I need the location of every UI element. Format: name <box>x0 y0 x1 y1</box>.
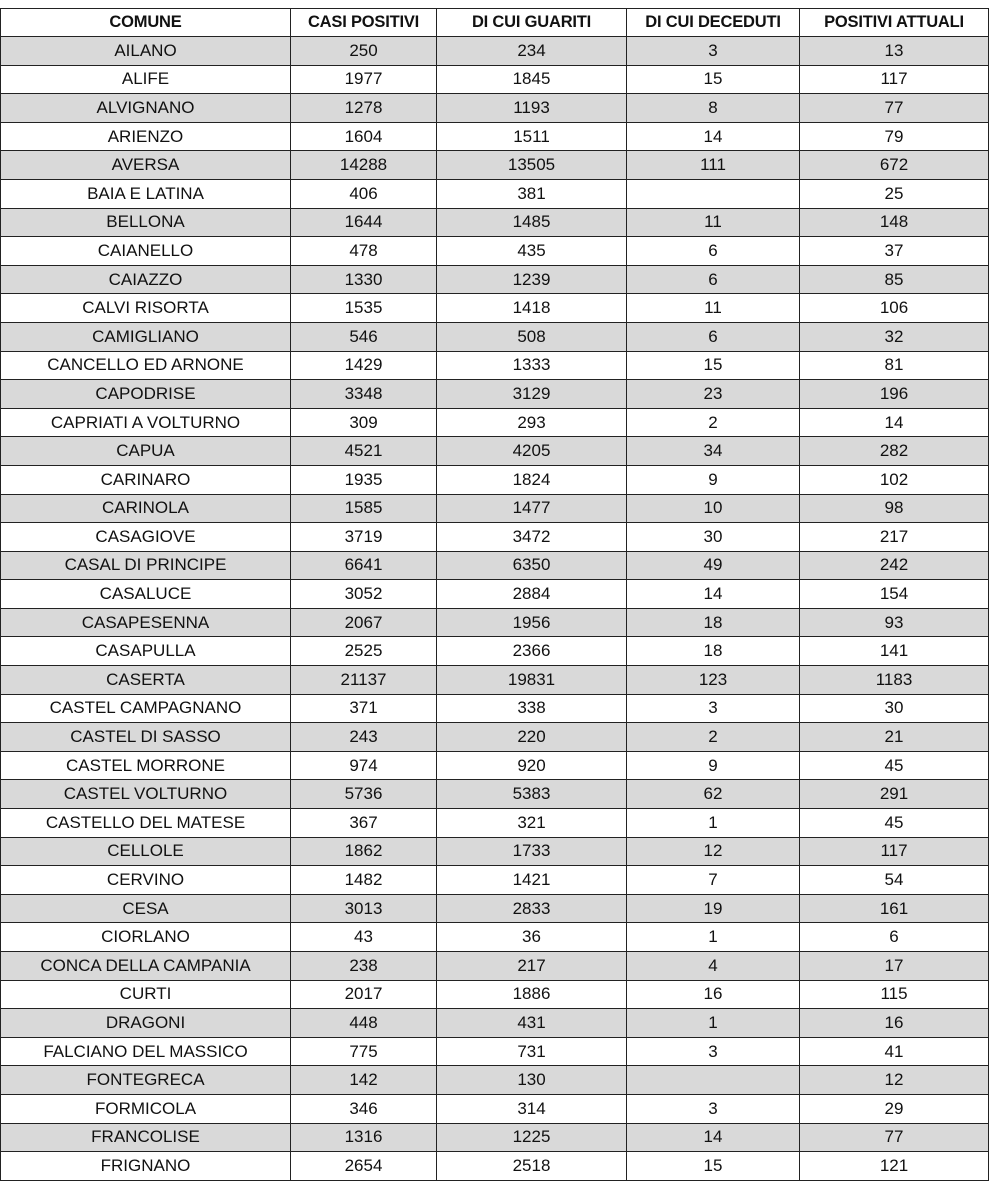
table-row <box>1 523 989 552</box>
cell-positivi-attuali: 672 <box>800 151 989 180</box>
cell-casi-positivi: 1977 <box>291 65 437 94</box>
cell-deceduti: 6 <box>627 322 800 351</box>
cell-guariti: 1193 <box>437 94 627 123</box>
cell-comune: CELLOLE <box>1 837 291 866</box>
cell-positivi-attuali: 45 <box>800 751 989 780</box>
cell-casi-positivi: 3013 <box>291 894 437 923</box>
cell-guariti: 1886 <box>437 980 627 1009</box>
cell-deceduti: 8 <box>627 94 800 123</box>
cell-comune: CASERTA <box>1 666 291 695</box>
cell-casi-positivi: 3052 <box>291 580 437 609</box>
cell-guariti: 2884 <box>437 580 627 609</box>
cell-guariti: 431 <box>437 1009 627 1038</box>
cell-guariti: 1956 <box>437 608 627 637</box>
covid-data-sheet <box>0 8 993 1181</box>
cell-deceduti: 3 <box>627 694 800 723</box>
cell-comune: FRIGNANO <box>1 1152 291 1181</box>
cell-casi-positivi: 1429 <box>291 351 437 380</box>
cell-casi-positivi: 346 <box>291 1094 437 1123</box>
cell-comune: CAPODRISE <box>1 380 291 409</box>
cell-comune: CASAPULLA <box>1 637 291 666</box>
cell-comune: CIORLANO <box>1 923 291 952</box>
cell-positivi-attuali: 21 <box>800 723 989 752</box>
cell-positivi-attuali: 242 <box>800 551 989 580</box>
cell-casi-positivi: 775 <box>291 1037 437 1066</box>
cell-deceduti <box>627 179 800 208</box>
cell-guariti: 1477 <box>437 494 627 523</box>
cell-guariti: 3472 <box>437 523 627 552</box>
cell-casi-positivi: 478 <box>291 237 437 266</box>
table-row <box>1 837 989 866</box>
cell-guariti: 293 <box>437 408 627 437</box>
cell-guariti: 1824 <box>437 465 627 494</box>
table-row <box>1 1009 989 1038</box>
cell-positivi-attuali: 291 <box>800 780 989 809</box>
cell-casi-positivi: 1862 <box>291 837 437 866</box>
cell-positivi-attuali: 148 <box>800 208 989 237</box>
cell-positivi-attuali: 30 <box>800 694 989 723</box>
cell-deceduti: 15 <box>627 351 800 380</box>
cell-positivi-attuali: 117 <box>800 65 989 94</box>
table-row <box>1 265 989 294</box>
cell-comune: FRANCOLISE <box>1 1123 291 1152</box>
cell-deceduti: 1 <box>627 923 800 952</box>
header-row <box>1 9 989 37</box>
cell-comune: CANCELLO ED ARNONE <box>1 351 291 380</box>
cell-comune: CAIAZZO <box>1 265 291 294</box>
cell-comune: CARINOLA <box>1 494 291 523</box>
cell-comune: CALVI RISORTA <box>1 294 291 323</box>
cell-guariti: 1485 <box>437 208 627 237</box>
cell-deceduti: 34 <box>627 437 800 466</box>
cell-guariti: 731 <box>437 1037 627 1066</box>
table-row <box>1 322 989 351</box>
cell-positivi-attuali: 196 <box>800 380 989 409</box>
cell-guariti: 321 <box>437 809 627 838</box>
cell-casi-positivi: 309 <box>291 408 437 437</box>
header-guariti: DI CUI GUARITI <box>437 9 627 37</box>
cell-positivi-attuali: 32 <box>800 322 989 351</box>
cell-guariti: 1511 <box>437 122 627 151</box>
cell-deceduti: 3 <box>627 1037 800 1066</box>
cell-deceduti: 9 <box>627 751 800 780</box>
table-row <box>1 980 989 1009</box>
cell-casi-positivi: 21137 <box>291 666 437 695</box>
cell-deceduti: 16 <box>627 980 800 1009</box>
cell-casi-positivi: 546 <box>291 322 437 351</box>
cell-positivi-attuali: 85 <box>800 265 989 294</box>
cell-positivi-attuali: 12 <box>800 1066 989 1095</box>
cell-casi-positivi: 3348 <box>291 380 437 409</box>
cell-deceduti: 123 <box>627 666 800 695</box>
cell-deceduti: 14 <box>627 1123 800 1152</box>
municipality-cases-table <box>0 8 989 1181</box>
cell-deceduti: 9 <box>627 465 800 494</box>
cell-deceduti: 6 <box>627 237 800 266</box>
cell-casi-positivi: 974 <box>291 751 437 780</box>
cell-comune: CASALUCE <box>1 580 291 609</box>
cell-comune: FONTEGRECA <box>1 1066 291 1095</box>
cell-deceduti: 6 <box>627 265 800 294</box>
cell-casi-positivi: 5736 <box>291 780 437 809</box>
cell-casi-positivi: 371 <box>291 694 437 723</box>
cell-comune: AVERSA <box>1 151 291 180</box>
cell-deceduti: 18 <box>627 608 800 637</box>
cell-casi-positivi: 1278 <box>291 94 437 123</box>
cell-casi-positivi: 448 <box>291 1009 437 1038</box>
cell-guariti: 338 <box>437 694 627 723</box>
table-row <box>1 94 989 123</box>
table-body <box>1 37 989 1181</box>
table-row <box>1 1123 989 1152</box>
cell-guariti: 1733 <box>437 837 627 866</box>
cell-casi-positivi: 1644 <box>291 208 437 237</box>
cell-positivi-attuali: 37 <box>800 237 989 266</box>
cell-deceduti: 14 <box>627 122 800 151</box>
table-row <box>1 208 989 237</box>
cell-casi-positivi: 2017 <box>291 980 437 1009</box>
table-row <box>1 894 989 923</box>
header-positivi-attuali: POSITIVI ATTUALI <box>800 9 989 37</box>
cell-comune: CASTEL VOLTURNO <box>1 780 291 809</box>
cell-positivi-attuali: 17 <box>800 952 989 981</box>
cell-deceduti: 12 <box>627 837 800 866</box>
cell-positivi-attuali: 217 <box>800 523 989 552</box>
cell-casi-positivi: 2525 <box>291 637 437 666</box>
cell-positivi-attuali: 54 <box>800 866 989 895</box>
cell-positivi-attuali: 102 <box>800 465 989 494</box>
cell-casi-positivi: 4521 <box>291 437 437 466</box>
cell-positivi-attuali: 121 <box>800 1152 989 1181</box>
cell-deceduti: 3 <box>627 37 800 66</box>
table-row <box>1 866 989 895</box>
cell-guariti: 1418 <box>437 294 627 323</box>
cell-deceduti: 4 <box>627 952 800 981</box>
cell-positivi-attuali: 1183 <box>800 666 989 695</box>
table-row <box>1 637 989 666</box>
table-row <box>1 1094 989 1123</box>
table-row <box>1 1037 989 1066</box>
cell-comune: ALIFE <box>1 65 291 94</box>
cell-casi-positivi: 3719 <box>291 523 437 552</box>
cell-positivi-attuali: 77 <box>800 1123 989 1152</box>
cell-comune: CASTEL DI SASSO <box>1 723 291 752</box>
cell-guariti: 1421 <box>437 866 627 895</box>
table-row <box>1 923 989 952</box>
table-row <box>1 179 989 208</box>
cell-casi-positivi: 1604 <box>291 122 437 151</box>
cell-deceduti: 18 <box>627 637 800 666</box>
cell-guariti: 217 <box>437 952 627 981</box>
cell-comune: ALVIGNANO <box>1 94 291 123</box>
cell-positivi-attuali: 16 <box>800 1009 989 1038</box>
cell-comune: CASTEL MORRONE <box>1 751 291 780</box>
cell-comune: CERVINO <box>1 866 291 895</box>
table-row <box>1 608 989 637</box>
cell-deceduti: 11 <box>627 294 800 323</box>
cell-comune: CURTI <box>1 980 291 1009</box>
cell-guariti: 6350 <box>437 551 627 580</box>
cell-guariti: 1845 <box>437 65 627 94</box>
cell-deceduti: 62 <box>627 780 800 809</box>
table-row <box>1 294 989 323</box>
cell-guariti: 130 <box>437 1066 627 1095</box>
cell-deceduti: 19 <box>627 894 800 923</box>
cell-casi-positivi: 14288 <box>291 151 437 180</box>
table-row <box>1 37 989 66</box>
cell-positivi-attuali: 141 <box>800 637 989 666</box>
table-row <box>1 1066 989 1095</box>
table-row <box>1 494 989 523</box>
table-row <box>1 1152 989 1181</box>
cell-comune: FALCIANO DEL MASSICO <box>1 1037 291 1066</box>
cell-guariti: 3129 <box>437 380 627 409</box>
cell-positivi-attuali: 29 <box>800 1094 989 1123</box>
table-row <box>1 580 989 609</box>
cell-deceduti: 3 <box>627 1094 800 1123</box>
cell-guariti: 5383 <box>437 780 627 809</box>
table-row <box>1 151 989 180</box>
cell-casi-positivi: 406 <box>291 179 437 208</box>
cell-comune: CAPRIATI A VOLTURNO <box>1 408 291 437</box>
cell-guariti: 508 <box>437 322 627 351</box>
table-row <box>1 380 989 409</box>
cell-deceduti: 11 <box>627 208 800 237</box>
cell-guariti: 920 <box>437 751 627 780</box>
cell-deceduti: 1 <box>627 1009 800 1038</box>
cell-casi-positivi: 2654 <box>291 1152 437 1181</box>
cell-comune: AILANO <box>1 37 291 66</box>
cell-deceduti: 49 <box>627 551 800 580</box>
cell-casi-positivi: 1482 <box>291 866 437 895</box>
cell-guariti: 2366 <box>437 637 627 666</box>
table-row <box>1 551 989 580</box>
cell-casi-positivi: 1316 <box>291 1123 437 1152</box>
cell-guariti: 1225 <box>437 1123 627 1152</box>
table-row <box>1 351 989 380</box>
table-row <box>1 723 989 752</box>
cell-guariti: 435 <box>437 237 627 266</box>
table-row <box>1 237 989 266</box>
cell-comune: CONCA DELLA CAMPANIA <box>1 952 291 981</box>
cell-positivi-attuali: 93 <box>800 608 989 637</box>
cell-comune: CASAGIOVE <box>1 523 291 552</box>
table-row <box>1 751 989 780</box>
table-row <box>1 952 989 981</box>
table-row <box>1 65 989 94</box>
table-row <box>1 780 989 809</box>
cell-deceduti: 7 <box>627 866 800 895</box>
cell-positivi-attuali: 13 <box>800 37 989 66</box>
cell-guariti: 13505 <box>437 151 627 180</box>
cell-comune: CAIANELLO <box>1 237 291 266</box>
cell-casi-positivi: 1535 <box>291 294 437 323</box>
cell-positivi-attuali: 14 <box>800 408 989 437</box>
cell-positivi-attuali: 6 <box>800 923 989 952</box>
table-row <box>1 666 989 695</box>
cell-guariti: 4205 <box>437 437 627 466</box>
cell-positivi-attuali: 117 <box>800 837 989 866</box>
cell-positivi-attuali: 282 <box>800 437 989 466</box>
cell-positivi-attuali: 106 <box>800 294 989 323</box>
table-row <box>1 465 989 494</box>
cell-casi-positivi: 142 <box>291 1066 437 1095</box>
cell-comune: CESA <box>1 894 291 923</box>
table-row <box>1 122 989 151</box>
cell-comune: DRAGONI <box>1 1009 291 1038</box>
cell-casi-positivi: 238 <box>291 952 437 981</box>
cell-casi-positivi: 1585 <box>291 494 437 523</box>
cell-positivi-attuali: 41 <box>800 1037 989 1066</box>
cell-casi-positivi: 367 <box>291 809 437 838</box>
cell-guariti: 314 <box>437 1094 627 1123</box>
cell-casi-positivi: 1330 <box>291 265 437 294</box>
header-deceduti: DI CUI DECEDUTI <box>627 9 800 37</box>
cell-guariti: 19831 <box>437 666 627 695</box>
cell-deceduti: 15 <box>627 65 800 94</box>
cell-comune: FORMICOLA <box>1 1094 291 1123</box>
header-casi-positivi: CASI POSITIVI <box>291 9 437 37</box>
cell-deceduti: 2 <box>627 408 800 437</box>
cell-positivi-attuali: 79 <box>800 122 989 151</box>
cell-comune: CAMIGLIANO <box>1 322 291 351</box>
cell-deceduti: 2 <box>627 723 800 752</box>
cell-guariti: 2518 <box>437 1152 627 1181</box>
cell-deceduti: 30 <box>627 523 800 552</box>
cell-casi-positivi: 243 <box>291 723 437 752</box>
cell-guariti: 234 <box>437 37 627 66</box>
cell-guariti: 36 <box>437 923 627 952</box>
cell-deceduti: 1 <box>627 809 800 838</box>
cell-deceduti: 14 <box>627 580 800 609</box>
cell-casi-positivi: 43 <box>291 923 437 952</box>
cell-positivi-attuali: 98 <box>800 494 989 523</box>
cell-guariti: 1333 <box>437 351 627 380</box>
table-row <box>1 437 989 466</box>
header-comune: COMUNE <box>1 9 291 37</box>
cell-deceduti: 111 <box>627 151 800 180</box>
cell-guariti: 2833 <box>437 894 627 923</box>
cell-positivi-attuali: 45 <box>800 809 989 838</box>
cell-comune: CASAPESENNA <box>1 608 291 637</box>
cell-comune: CASTELLO DEL MATESE <box>1 809 291 838</box>
cell-comune: BELLONA <box>1 208 291 237</box>
cell-positivi-attuali: 25 <box>800 179 989 208</box>
cell-deceduti: 23 <box>627 380 800 409</box>
cell-deceduti: 10 <box>627 494 800 523</box>
table-header <box>1 9 989 37</box>
cell-comune: BAIA E LATINA <box>1 179 291 208</box>
cell-comune: CARINARO <box>1 465 291 494</box>
cell-casi-positivi: 1935 <box>291 465 437 494</box>
cell-deceduti <box>627 1066 800 1095</box>
cell-casi-positivi: 6641 <box>291 551 437 580</box>
cell-deceduti: 15 <box>627 1152 800 1181</box>
table-row <box>1 694 989 723</box>
cell-comune: ARIENZO <box>1 122 291 151</box>
cell-comune: CAPUA <box>1 437 291 466</box>
table-row <box>1 408 989 437</box>
table-row <box>1 809 989 838</box>
cell-positivi-attuali: 161 <box>800 894 989 923</box>
cell-positivi-attuali: 77 <box>800 94 989 123</box>
cell-guariti: 220 <box>437 723 627 752</box>
cell-comune: CASTEL CAMPAGNANO <box>1 694 291 723</box>
cell-comune: CASAL DI PRINCIPE <box>1 551 291 580</box>
cell-casi-positivi: 2067 <box>291 608 437 637</box>
cell-positivi-attuali: 115 <box>800 980 989 1009</box>
cell-casi-positivi: 250 <box>291 37 437 66</box>
cell-positivi-attuali: 154 <box>800 580 989 609</box>
cell-guariti: 1239 <box>437 265 627 294</box>
cell-guariti: 381 <box>437 179 627 208</box>
cell-positivi-attuali: 81 <box>800 351 989 380</box>
